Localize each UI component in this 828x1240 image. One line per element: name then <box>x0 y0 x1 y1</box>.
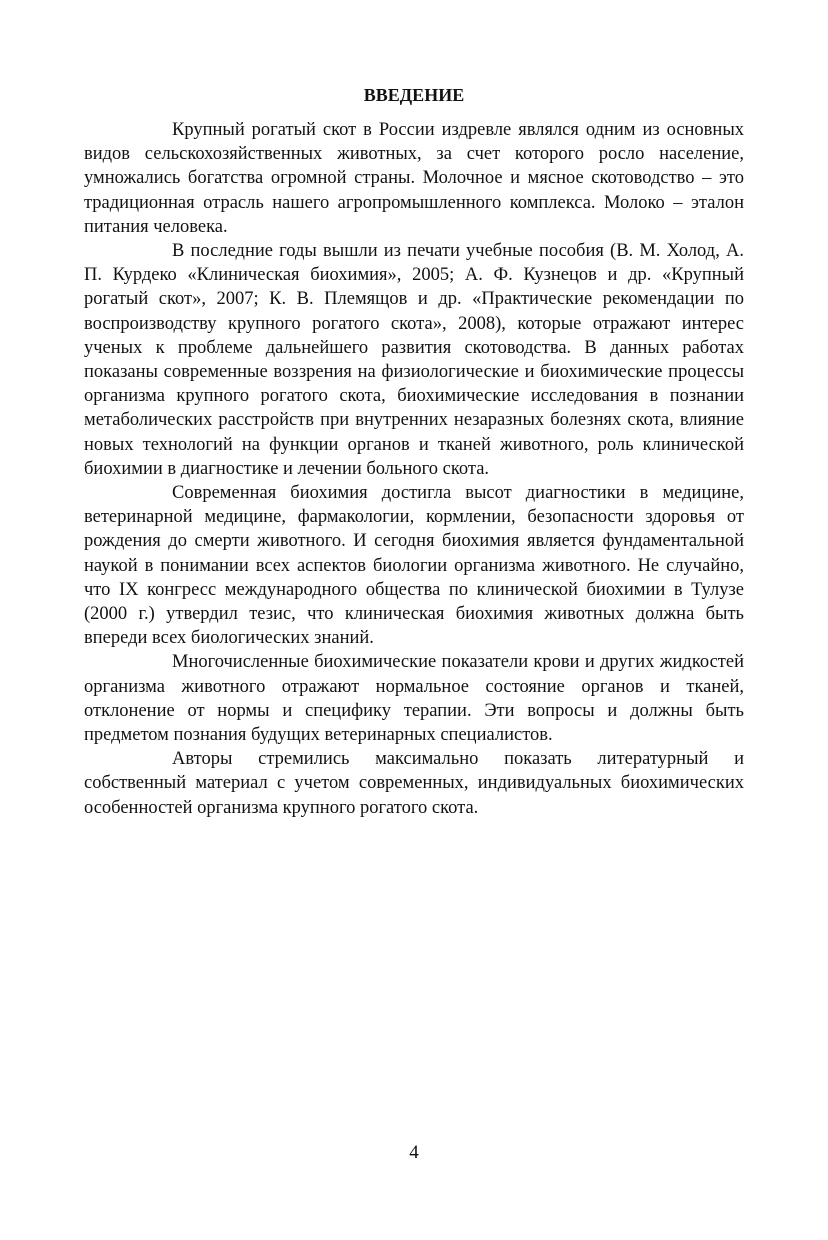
paragraph-2: В последние годы вышли из печати учебные пособия (В. М. Холод, А. П. Курдеко «Клиническая биохимия», 2005; А. Ф. Кузнецов и др. «Крупный рогатый скот», 2007; К. В. Племящов и др. «Практические рекомендации по воспроизводству крупного рогатого скота», 2008), которые отражают интерес ученых к проблеме дальнейшего развития скотоводства. В данных работах показаны современные воззрения на физиологические и биохимические процессы организма крупного рогатого скота, биохимические исследования в познании метаболических расстройств при внутренних незаразных болезнях скота, влияние новых технологий на функции органов и тканей животного, роль клинической биохимии в диагностике и лечении больного скота. <box>84 241 744 479</box>
paragraph-3: Современная биохимия достигла высот диагностики в медицине, ветеринарной медицине, фармакологии, кормлении, безопасности здоровья от рождения до смерти животного. И сегодня биохимия является фундаментальной наукой в понимании всех аспектов биологии организма животного. Не случайно, что IX конгресс международного общества по клинической биохимии в Тулузе (2000 г.) утвердил тезис, что клиническая биохимия животных должна быть впереди всех биологических знаний. <box>84 483 744 649</box>
body-text <box>84 118 744 820</box>
section-heading: ВВЕДЕНИЕ <box>363 85 465 105</box>
paragraph-5: Авторы стремились максимально показать литературный и собственный материал с учетом современных, индивидуальных биохимических особенностей организма крупного рогатого скота. <box>84 749 744 818</box>
paragraph-4: Многочисленные биохимические показатели крови и других жидкостей организма животного отражают нормальное состояние органов и тканей, отклонение от нормы и специфику терапии. Эти вопросы и должны быть предметом познания будущих ветеринарных специалистов. <box>84 652 744 746</box>
paragraph-1: Крупный рогатый скот в России издревле являлся одним из основных видов сельскохозяйственных животных, за счет которого росло население, умножались богатства огромной страны. Молочное и мясное скотоводство – это традиционная отрасль нашего агропромышленного комплекса. Молоко – эталон питания человека. <box>84 120 744 237</box>
page-number: 4 <box>409 1142 419 1163</box>
